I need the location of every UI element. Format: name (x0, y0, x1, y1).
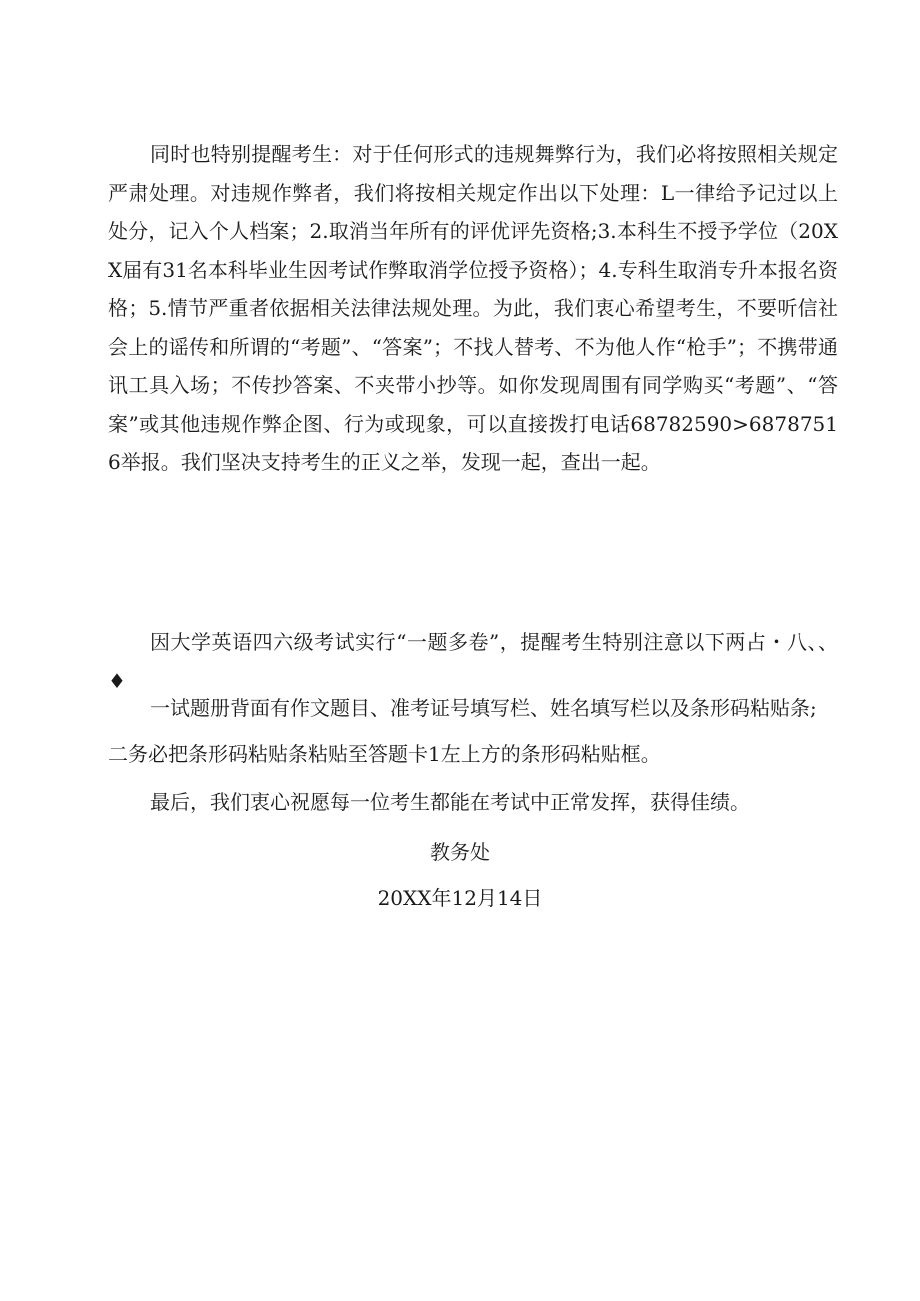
notice-item-two: 二务必把条形码粘贴条粘贴至答题卡1左上方的条形码粘贴框。 (108, 742, 661, 766)
violation-policy-paragraph: 同时也特别提醒考生：对于任何形式的违规舞弊行为，我们必将按照相关规定严肃处理。对违规作弊者，我们将按相关规定作出以下处理：L一律给予记过以上处分，记入个人档案；2.取消当年所有的评优评先资格;3.本科生不授予学位（20XX届有31名本科毕业生因考试作弊取消学位授予资格）；4.专科生取消专升本报名资格；5.情节严重者依据相关法律法规处理。为此，我们衷心希望考生，不要听信社会上的谣传和所谓的“考题”、“答案”；不找人替考、不为他人作“枪手”；不携带通讯工具入场；不传抄答案、不夹带小抄等。如你发现周围有同学购买“考题”、“答案”或其他违规作弊企图、行为或现象，可以直接拨打电话68782590>68787516举报。我们坚决支持考生的正义之举，发现一起，查出一起。 (108, 142, 838, 474)
closing-wishes: 最后，我们衷心祝愿每一位考生都能在考试中正常发挥，获得佳绩。 (150, 790, 750, 814)
signature-date: 20XX年12月14日 (377, 886, 543, 910)
notice-item-one: 一试题册背面有作文题目、准考证号填写栏、姓名填写栏以及条形码粘贴条; (150, 696, 817, 720)
signature-office: 教务处 (430, 840, 490, 864)
exam-notice-paragraph: 因大学英语四六级考试实行“一题多卷”，提醒考生特别注意以下两占・八、、♦ (108, 630, 838, 693)
